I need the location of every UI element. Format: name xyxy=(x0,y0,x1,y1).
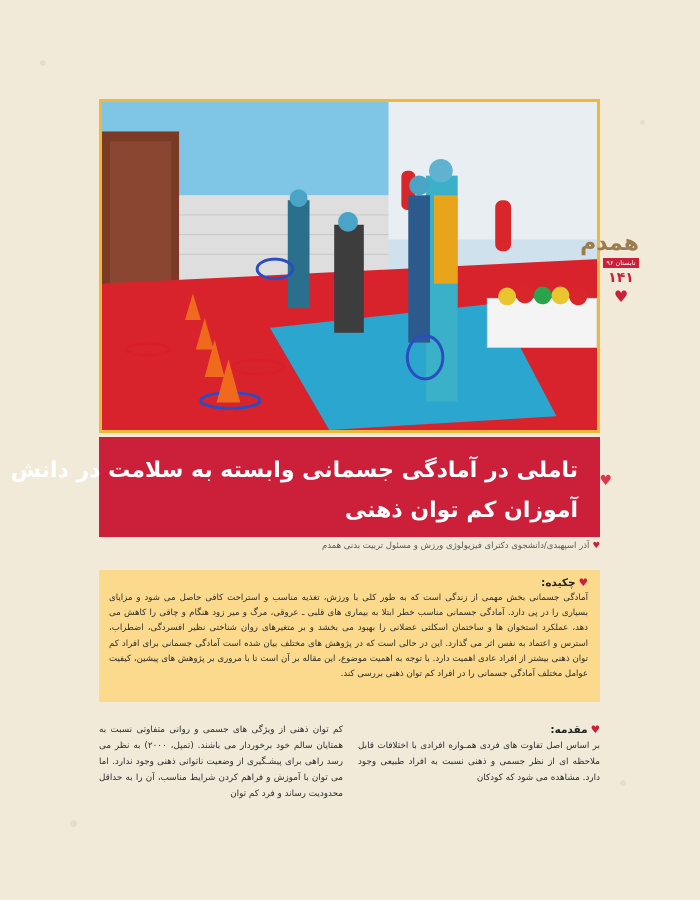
continuation-column xyxy=(99,722,343,802)
article-title xyxy=(10,437,612,537)
paper-texture xyxy=(640,120,645,125)
magazine-logo xyxy=(580,231,639,306)
logo-mark: همدم xyxy=(580,231,639,256)
author-text: آذر اسپهبدی/دانشجوی دکترای فیزیولوژی ورزش و مسئول تربیت بدنی همدم xyxy=(321,541,590,551)
intro-heading-text: مقدمه: xyxy=(550,724,588,736)
issue-season: تابستان ۹۶ xyxy=(603,258,639,268)
article-photo xyxy=(99,99,600,433)
intro-column xyxy=(358,722,600,786)
paper-texture xyxy=(70,820,77,827)
heart-icon: ♥ xyxy=(592,541,600,551)
abstract-heading xyxy=(109,576,588,591)
page-number: ۱۴۱ xyxy=(608,270,634,286)
title-line-1: تاملی در آمادگی جسمانی وابسته به سلامت در دانش xyxy=(10,458,578,483)
title-line-2: آموزان کم توان ذهنی xyxy=(344,498,578,523)
abstract-box xyxy=(99,570,600,702)
heart-icon: ♥ xyxy=(590,724,600,736)
intro-text: بر اساس اصل تفاوت های فردی همـواره افرادی با اختلافات قابل ملاحظه ای از نظر جسمی و ذهنی نسبت به افراد طبیعی وجود دارد. مشاهده می شود که کودکان xyxy=(358,741,600,783)
intro-heading xyxy=(358,722,600,738)
heart-icon: ♥ xyxy=(578,577,588,589)
heart-icon: ♥ xyxy=(599,473,612,489)
paper-texture xyxy=(40,60,46,66)
author-line xyxy=(99,541,600,551)
paper-texture xyxy=(620,780,626,786)
continuation-text: کم توان ذهنی از ویژگی های جسمی و روانی متفاوتی نسبت به همتایان سالم خود برخوردار می باشند. (تمپل، ۲۰۰۰) به نظر می رسد راهی برای پیشـگیری از وضعیت ناتوانی ذهنی وجود ندارد. اما می توان با آموزش و فراهم کردن شرایط مناسب، آن را به حداقل محدودیت رساند و فرد کم توان xyxy=(99,725,343,799)
heart-icon: ♥ xyxy=(613,287,629,306)
abstract-text: آمادگی جسمانی بخش مهمی از زندگی است که به طور کلی با ورزش، تغذیه مناسب و استراحت کافی حاصل می شود و مزایای بسیاری را در پی دارد. آمادگی جسمانی مناسب خطر ابتلا به بیماری های قلبی ـ عروقی، مرگ و میر زود هنگام و چاقی را کاهش می دهد، عملکرد استخوان ها و ساختمان اسکلتی عضلانی را بهبود می بخشد و بر متغیرهای روان شناختی نظیر افسردگی، اضطراب، استرس و اعتماد به نفس اثر می گذارد. این در حالی است که در پژوهش های مختلف بیان شده است آمادگی جسمانی برای افراد کم توان ذهنی بیشتر از افراد عادی اهمیت دارد. با توجه به اهمیت موضوع، این مقاله بر آن است تا با مروری بر پژوهش های پیشین، کیفیت عوامل مختلف آمادگی جسمانی را در افراد کم توان ذهنی بررسی کند. xyxy=(109,593,588,680)
abstract-heading-text: چکیده: xyxy=(541,577,576,589)
